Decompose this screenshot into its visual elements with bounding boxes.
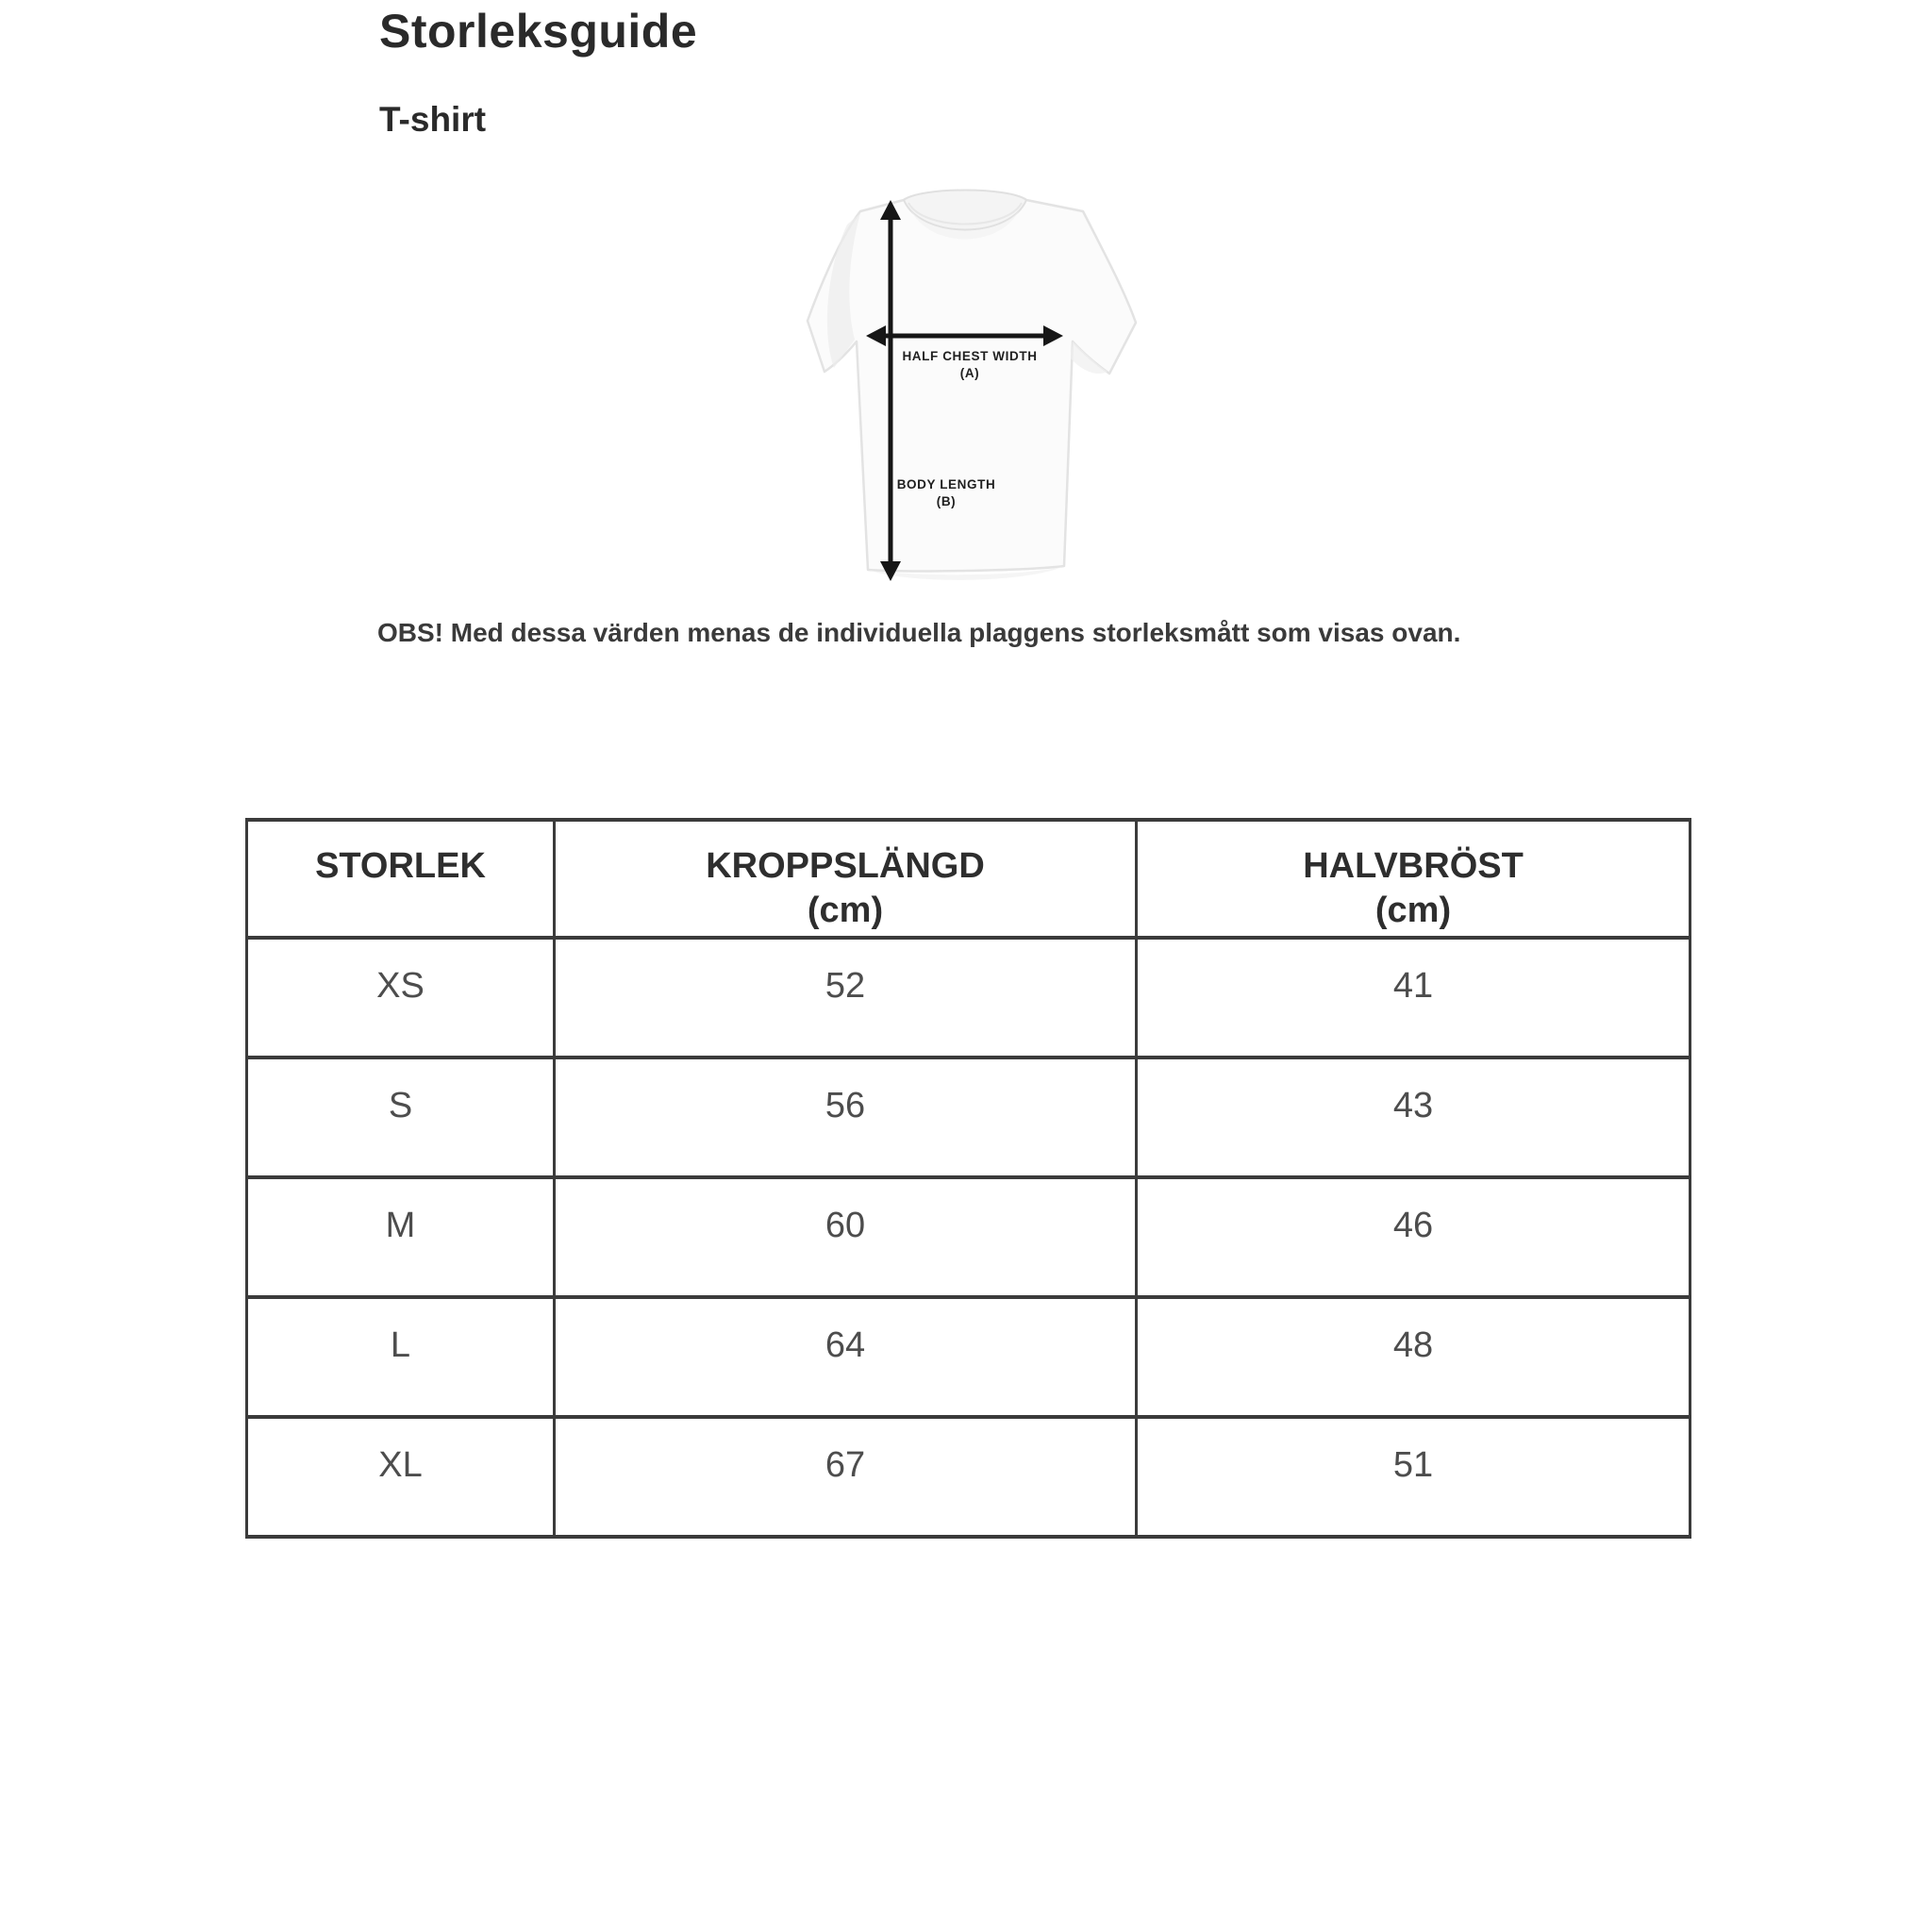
tshirt-measurement-diagram: [802, 179, 1141, 594]
body-length-ref-label: (B): [936, 494, 957, 508]
cell-kroppslangd: 52: [555, 938, 1137, 1058]
column-header-halvbrost: [1137, 820, 1690, 938]
header-row: [247, 820, 1690, 938]
cell-size: XS: [247, 938, 555, 1058]
note-text: OBS! Med dessa värden menas de individuella plaggens storleksmått som visas ovan.: [377, 618, 1461, 647]
column-title: STORLEK: [315, 846, 486, 886]
size-table-header: [247, 820, 1690, 938]
page-title: Storleksguide: [379, 5, 698, 58]
size-table: [245, 818, 1691, 1539]
cell-halvbrost: 43: [1137, 1058, 1690, 1177]
table-row: [247, 1058, 1690, 1177]
half-chest-ref-label: (A): [959, 366, 980, 380]
column-unit: (cm): [807, 891, 884, 930]
cell-kroppslangd: 56: [555, 1058, 1137, 1177]
cell-kroppslangd: 60: [555, 1177, 1137, 1297]
cell-size: M: [247, 1177, 555, 1297]
column-header-kroppslangd: [555, 820, 1137, 938]
cell-kroppslangd: 67: [555, 1417, 1137, 1537]
cell-halvbrost: 41: [1137, 938, 1690, 1058]
column-title: HALVBRÖST: [1303, 846, 1524, 886]
column-header-storlek: [247, 820, 555, 938]
cell-halvbrost: 46: [1137, 1177, 1690, 1297]
table-row: [247, 938, 1690, 1058]
table-row: [247, 1177, 1690, 1297]
tshirt-graphic: [808, 191, 1136, 580]
column-title: KROPPSLÄNGD: [706, 846, 985, 886]
table-row: [247, 1417, 1690, 1537]
body-length-label: BODY LENGTH: [896, 477, 996, 491]
page-subtitle: T-shirt: [379, 100, 487, 139]
cell-halvbrost: 51: [1137, 1417, 1690, 1537]
half-chest-label: HALF CHEST WIDTH: [902, 349, 1038, 363]
cell-kroppslangd: 64: [555, 1297, 1137, 1417]
size-table-body: [247, 938, 1690, 1537]
cell-halvbrost: 48: [1137, 1297, 1690, 1417]
cell-size: L: [247, 1297, 555, 1417]
tshirt-diagram-svg: [802, 179, 1141, 594]
table-row: [247, 1297, 1690, 1417]
cell-size: XL: [247, 1417, 555, 1537]
cell-size: S: [247, 1058, 555, 1177]
column-unit: (cm): [1374, 891, 1452, 930]
